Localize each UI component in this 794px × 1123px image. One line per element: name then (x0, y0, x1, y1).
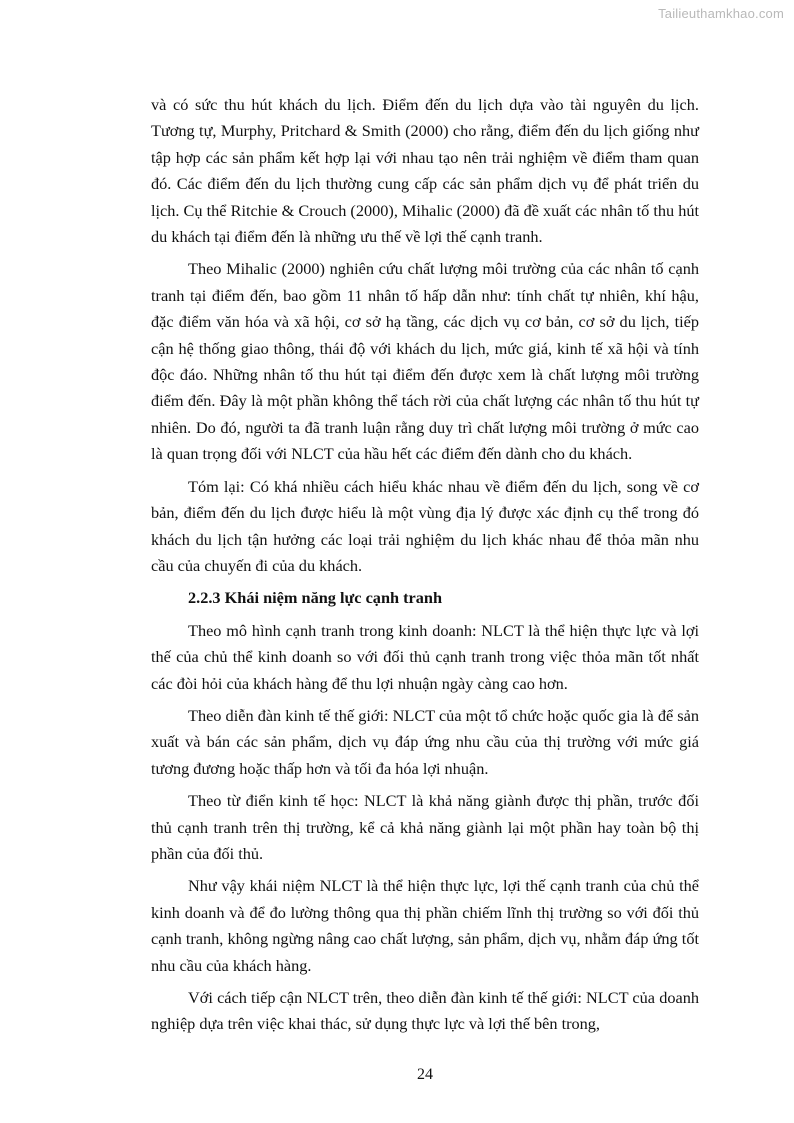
paragraph-summary: Tóm lại: Có khá nhiều cách hiểu khác nhau về điểm đến du lịch, song về cơ bản, điểm đến du lịch được hiểu là một vùng địa lý được xác định cụ thể trong đó khách du lịch tận hưởng các loại trải nghiệm du lịch khác nhau để thỏa mãn nhu cầu của chuyến đi của du khách. (151, 476, 699, 575)
paragraph-world-forum: Theo diễn đàn kinh tế thế giới: NLCT của một tổ chức hoặc quốc gia là để sản xuất và bán các sản phẩm, dịch vụ đáp ứng nhu cầu của thị trường với mức giá tương đương hoặc thấp hơn và tối đa hóa lợi nhuận. (151, 705, 699, 778)
page-number: 24 (417, 1066, 433, 1083)
paragraph-conclusion: Như vậy khái niệm NLCT là thể hiện thực lực, lợi thế cạnh tranh của chủ thể kinh doanh và để đo lường thông qua thị phần chiếm lĩnh thị trường so với đối thủ cạnh tranh, không ngừng nâng cao chất lượng, sản phẩm, dịch vụ, nhằm đáp ứng tốt nhu cầu của khách hàng. (151, 876, 699, 975)
paragraph-mihalic: Theo Mihalic (2000) nghiên cứu chất lượng môi trường của các nhân tố cạnh tranh tại điểm đến, bao gồm 11 nhân tố hấp dẫn như: tính chất tự nhiên, khí hậu, đặc điểm văn hóa và xã hội, cơ sở hạ tầng, các dịch vụ cơ bản, cơ sở du lịch, tiếp cận hệ thống giao thông, thái độ với khách du lịch, mức giá, kinh tế xã hội và tính độc đáo. Những nhân tố thu hút tại điểm đến được xem là chất lượng môi trường điểm đến. Đây là một phần không thể tách rời của chất lượng các nhân tố thu hút tự nhiên. Do đó, người ta đã tranh luận rằng duy trì chất lượng môi trường ở mức cao là quan trọng đối với NLCT của hầu hết các điểm đến dành cho du khách. (151, 259, 699, 464)
paragraph-business-model: Theo mô hình cạnh tranh trong kinh doanh: NLCT là thể hiện thực lực và lợi thế của chủ thể kinh doanh so với đối thủ cạnh tranh trong việc thỏa mãn tốt nhất các đòi hỏi của khách hàng để thu lợi nhuận ngày càng cao hơn. (151, 620, 699, 693)
section-heading: 2.2.3 Khái niệm năng lực cạnh tranh (188, 588, 443, 608)
paragraph-dictionary: Theo từ điển kinh tế học: NLCT là khả năng giành được thị phần, trước đối thủ cạnh tranh trên thị trường, kể cả khả năng giành lại một phần hay toàn bộ thị phần của đối thủ. (151, 791, 699, 863)
paragraph-continued: và có sức thu hút khách du lịch. Điểm đến du lịch dựa vào tài nguyên du lịch. Tương tự, Murphy, Pritchard & Smith (2000) cho rằng, điểm đến du lịch giống như tập hợp các sản phẩm kết hợp lại với nhau tạo nên trải nghiệm về điểm tham quan đó. Các điểm đến du lịch thường cung cấp các sản phẩm dịch vụ để phát triển du lịch. Cụ thể Ritchie & Crouch (2000), Mihalic (2000) đã đề xuất các nhân tố thu hút du khách tại điểm đến là những ưu thế về lợi thế cạnh tranh. (151, 95, 700, 247)
paragraph-approach: Với cách tiếp cận NLCT trên, theo diễn đàn kinh tế thế giới: NLCT của doanh nghiệp dựa trên việc khai thác, sử dụng thực lực và lợi thế bên trong, (151, 988, 699, 1034)
watermark: Tailieuthamkhao.com (658, 6, 784, 21)
document-body (151, 92, 699, 1044)
